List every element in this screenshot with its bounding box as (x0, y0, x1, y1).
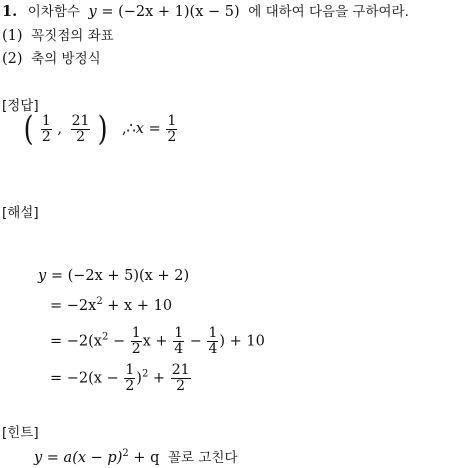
axis-var: x (135, 121, 144, 137)
solution-line-4: = −2(x − $\frac{1}{2}$ )$^2$ + $\frac{21}{2}$ (50, 362, 190, 394)
part-1-label: (1) (2, 28, 23, 44)
part-2-label: (2) (2, 51, 23, 67)
problem-statement (2, 3, 409, 21)
part-1-text: 꼭짓점의 좌표 (31, 28, 114, 44)
problem-math-expr: = (−2x + 1)(x − 5) (101, 4, 240, 20)
solution-header: [해설] (2, 205, 39, 221)
hint-text: 꼴로 고친다 (168, 450, 238, 466)
close-paren: ) (97, 109, 108, 149)
part-2-text: 축의 방정식 (31, 51, 101, 67)
axis-eq-sign: = (148, 121, 161, 137)
hint-header: [힌트] (2, 425, 39, 441)
axis-fraction: $\frac{1}{2}$ (167, 112, 177, 145)
problem-math-var: y (88, 4, 97, 20)
solution-line-1: y = (−2x + 5)(x + 2) (38, 268, 190, 284)
therefore-sep: ,∴ (121, 121, 136, 137)
problem-part-2 (2, 50, 101, 68)
hint-content (34, 449, 238, 467)
open-paren: ( (23, 109, 34, 149)
problem-text-2: 에 대하여 다음을 구하여라. (248, 4, 409, 20)
vertex-x-fraction: $\frac{1}{2}$ (41, 112, 51, 145)
problem-text-1: 이차함수 (27, 4, 80, 20)
problem-number: 1. (2, 3, 18, 20)
problem-part-1 (2, 27, 114, 45)
solution-line-2: = $-2x^2 + x + 10$ (50, 296, 173, 314)
vertex-y-fraction: $\frac{21}{2}$ (71, 112, 90, 145)
answer-header: [정답] (2, 98, 39, 114)
solution-line-3: = $-2(x^2$ − $\frac{1}{2}$ x + $\frac{1}{4}$ − $\frac{1}{4}$ ) + 10 (50, 325, 265, 357)
hint-formula: $y = a(x - p)^2 + q$ (34, 448, 160, 466)
answer-content: ( $\frac{1}{2}$ , $\frac{21}{2}$ ) ,∴x = $\frac{1}{2}$ (23, 109, 177, 149)
